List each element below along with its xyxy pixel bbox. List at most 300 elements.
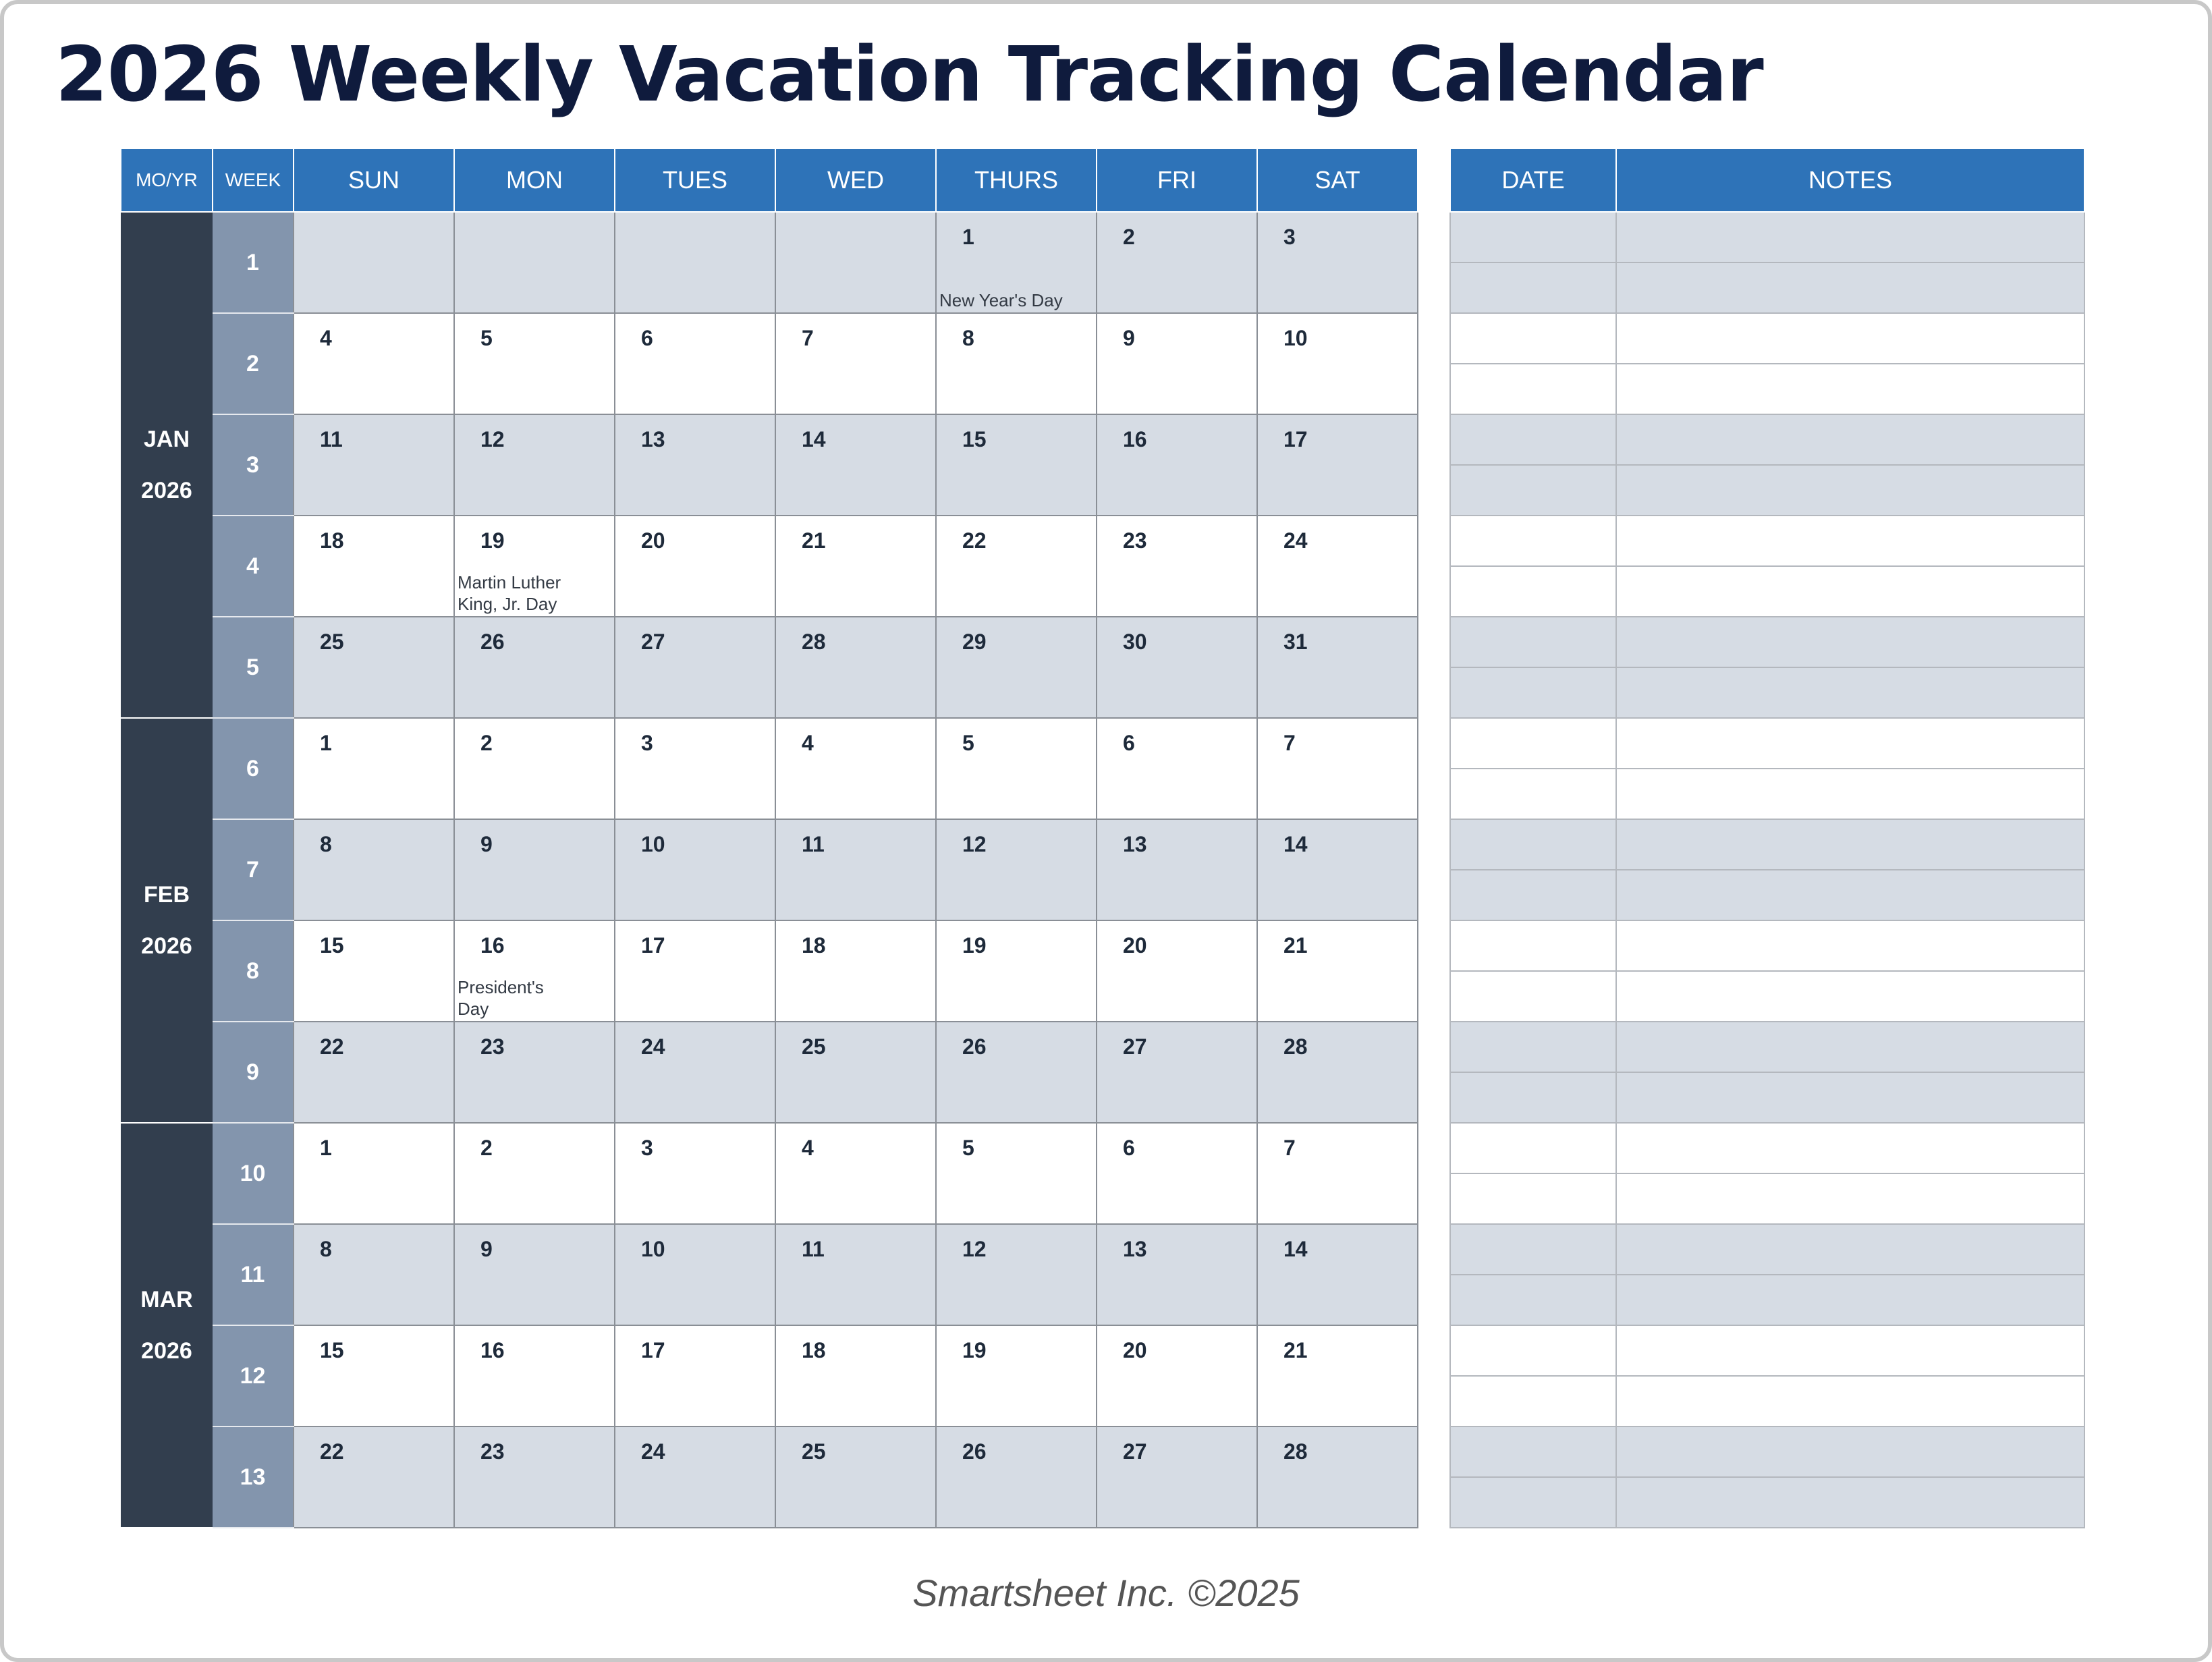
day-cell[interactable] [294, 617, 454, 718]
notes-entry-cell[interactable] [1616, 1426, 2084, 1477]
notes-row [1450, 262, 2084, 313]
day-number: 9 [480, 832, 493, 856]
day-number: 19 [480, 528, 505, 553]
day-cell[interactable] [294, 1426, 454, 1528]
day-number: 28 [1283, 1439, 1308, 1464]
day-cell[interactable] [775, 212, 936, 313]
notes-entry-cell[interactable] [1616, 769, 2084, 819]
week-row [121, 1224, 1418, 1325]
day-number: 10 [641, 832, 665, 856]
day-cell[interactable] [294, 516, 454, 617]
day-number: 12 [962, 1237, 987, 1261]
week-row [121, 1325, 1418, 1426]
day-cell[interactable] [294, 920, 454, 1022]
day-cell[interactable] [936, 1022, 1097, 1123]
day-cell[interactable] [615, 819, 775, 920]
date-entry-cell[interactable] [1450, 718, 1616, 769]
header-wed: WED [775, 148, 936, 212]
day-cell[interactable] [294, 212, 454, 313]
day-cell[interactable] [615, 1224, 775, 1325]
week-row [121, 920, 1418, 1022]
week-row [121, 1123, 1418, 1224]
notes-entry-cell[interactable] [1616, 465, 2084, 516]
notes-entry-cell[interactable] [1616, 516, 2084, 566]
day-cell[interactable] [775, 1022, 936, 1123]
day-number: 27 [1123, 1439, 1147, 1464]
day-number: 21 [1283, 1338, 1308, 1362]
day-number: 12 [480, 427, 505, 451]
notes-row [1450, 1072, 2084, 1123]
notes-entry-cell[interactable] [1616, 667, 2084, 718]
day-number: 25 [802, 1034, 826, 1059]
day-number: 3 [641, 731, 653, 755]
day-cell[interactable] [294, 1123, 454, 1224]
day-cell[interactable] [775, 718, 936, 819]
day-cell[interactable] [454, 920, 615, 1022]
day-cell[interactable] [775, 1224, 936, 1325]
month-label [121, 212, 213, 718]
day-number: 18 [802, 933, 826, 958]
day-number: 4 [802, 731, 814, 755]
day-cell[interactable] [1257, 1022, 1418, 1123]
date-entry-cell[interactable] [1450, 971, 1616, 1022]
notes-entry-cell[interactable] [1616, 1224, 2084, 1275]
notes-entry-cell[interactable] [1616, 262, 2084, 313]
day-cell[interactable] [615, 920, 775, 1022]
day-cell[interactable] [454, 1224, 615, 1325]
day-number: 20 [1123, 1338, 1147, 1362]
day-number: 12 [962, 832, 987, 856]
day-cell[interactable] [936, 617, 1097, 718]
day-number: 7 [802, 326, 814, 350]
day-number: 22 [320, 1034, 344, 1059]
notes-row [1450, 465, 2084, 516]
day-cell[interactable] [294, 313, 454, 414]
day-cell[interactable] [294, 718, 454, 819]
day-cell[interactable] [936, 1224, 1097, 1325]
date-entry-cell[interactable] [1450, 1477, 1616, 1528]
month-label [121, 718, 213, 1123]
day-cell[interactable] [1097, 1224, 1257, 1325]
notes-row [1450, 920, 2084, 971]
day-cell[interactable] [936, 212, 1097, 313]
header-sat: SAT [1257, 148, 1418, 212]
day-number: 23 [1123, 528, 1147, 553]
header-week: WEEK [213, 148, 294, 212]
week-number: 9 [213, 1022, 294, 1123]
day-number: 24 [641, 1439, 665, 1464]
day-cell[interactable] [454, 414, 615, 516]
day-number: 22 [320, 1439, 344, 1464]
day-number: 29 [962, 630, 987, 654]
day-cell[interactable] [454, 718, 615, 819]
day-cell[interactable] [454, 1426, 615, 1528]
notes-row [1450, 1123, 2084, 1173]
day-cell[interactable] [936, 313, 1097, 414]
header-thurs: THURS [936, 148, 1097, 212]
notes-entry-cell[interactable] [1616, 920, 2084, 971]
notes-entry-cell[interactable] [1616, 1376, 2084, 1426]
week-row [121, 313, 1418, 414]
day-cell[interactable] [1257, 1224, 1418, 1325]
day-number: 27 [1123, 1034, 1147, 1059]
notes-row [1450, 971, 2084, 1022]
date-entry-cell[interactable] [1450, 364, 1616, 414]
day-number: 2 [480, 731, 493, 755]
header-sun: SUN [294, 148, 454, 212]
day-cell[interactable] [1257, 617, 1418, 718]
notes-entry-cell[interactable] [1616, 1072, 2084, 1123]
month-year: 2026 [141, 933, 192, 959]
day-cell[interactable] [775, 819, 936, 920]
month-label [121, 1123, 213, 1528]
calendar-table [120, 148, 1418, 1528]
day-cell[interactable] [294, 1325, 454, 1426]
holiday-label: New Year's Day [939, 290, 1063, 310]
day-number: 22 [962, 528, 987, 553]
week-number: 7 [213, 819, 294, 920]
header-date: DATE [1450, 148, 1616, 212]
date-entry-cell[interactable] [1450, 1325, 1616, 1376]
day-cell[interactable] [615, 617, 775, 718]
day-cell[interactable] [454, 1123, 615, 1224]
notes-row [1450, 870, 2084, 920]
day-cell[interactable] [1097, 516, 1257, 617]
notes-entry-cell[interactable] [1616, 566, 2084, 617]
notes-entry-cell[interactable] [1616, 1123, 2084, 1173]
day-cell[interactable] [615, 212, 775, 313]
day-number: 18 [802, 1338, 826, 1362]
day-cell[interactable] [1097, 1123, 1257, 1224]
notes-row [1450, 313, 2084, 364]
day-number: 20 [641, 528, 665, 553]
notes-entry-cell[interactable] [1616, 718, 2084, 769]
header-notes: NOTES [1616, 148, 2084, 212]
day-number: 7 [1283, 731, 1296, 755]
notes-row [1450, 1376, 2084, 1426]
week-number: 1 [213, 212, 294, 313]
day-number: 10 [1283, 326, 1308, 350]
day-number: 24 [1283, 528, 1308, 553]
day-cell[interactable] [775, 1123, 936, 1224]
day-number: 2 [480, 1136, 493, 1160]
day-cell[interactable] [1097, 212, 1257, 313]
day-cell[interactable] [615, 516, 775, 617]
week-number: 6 [213, 718, 294, 819]
week-number: 3 [213, 414, 294, 516]
day-number: 6 [1123, 1136, 1135, 1160]
week-number: 13 [213, 1426, 294, 1528]
notes-row [1450, 1275, 2084, 1325]
notes-row [1450, 1477, 2084, 1528]
day-number: 4 [320, 326, 332, 350]
calendar-header-row [121, 148, 1418, 212]
date-entry-cell[interactable] [1450, 870, 1616, 920]
day-number: 8 [320, 1237, 332, 1261]
day-cell[interactable] [294, 1224, 454, 1325]
date-entry-cell[interactable] [1450, 769, 1616, 819]
day-number: 28 [1283, 1034, 1308, 1059]
day-number: 2 [1123, 225, 1135, 249]
day-number: 30 [1123, 630, 1147, 654]
day-cell[interactable] [775, 920, 936, 1022]
day-cell[interactable] [454, 313, 615, 414]
day-number: 11 [802, 1237, 825, 1261]
day-number: 17 [641, 933, 665, 958]
week-row [121, 414, 1418, 516]
day-cell[interactable] [775, 1325, 936, 1426]
week-row [121, 516, 1418, 617]
week-row [121, 819, 1418, 920]
day-cell[interactable] [1097, 1325, 1257, 1426]
day-cell[interactable] [1097, 617, 1257, 718]
calendar-body [121, 212, 1418, 1528]
day-number: 15 [320, 933, 344, 958]
notes-row [1450, 718, 2084, 769]
day-cell[interactable] [615, 718, 775, 819]
notes-entry-cell[interactable] [1616, 819, 2084, 870]
day-cell[interactable] [454, 819, 615, 920]
day-number: 18 [320, 528, 344, 553]
day-cell[interactable] [454, 212, 615, 313]
notes-entry-cell[interactable] [1616, 617, 2084, 667]
date-entry-cell[interactable] [1450, 566, 1616, 617]
day-cell[interactable] [615, 313, 775, 414]
date-entry-cell[interactable] [1450, 1123, 1616, 1173]
notes-row [1450, 414, 2084, 465]
day-cell[interactable] [936, 819, 1097, 920]
notes-entry-cell[interactable] [1616, 971, 2084, 1022]
week-row [121, 617, 1418, 718]
day-number: 17 [1283, 427, 1308, 451]
day-number: 25 [802, 1439, 826, 1464]
date-entry-cell[interactable] [1450, 465, 1616, 516]
date-entry-cell[interactable] [1450, 920, 1616, 971]
day-number: 21 [802, 528, 826, 553]
day-cell[interactable] [454, 617, 615, 718]
week-number: 11 [213, 1224, 294, 1325]
day-cell[interactable] [294, 819, 454, 920]
day-cell[interactable] [936, 414, 1097, 516]
day-number: 9 [480, 1237, 493, 1261]
month-name: JAN [143, 426, 190, 452]
page-title: 2026 Weekly Vacation Tracking Calendar [55, 31, 1763, 119]
day-number: 31 [1283, 630, 1308, 654]
day-number: 11 [802, 832, 825, 856]
day-cell[interactable] [1097, 313, 1257, 414]
day-cell[interactable] [775, 1426, 936, 1528]
date-entry-cell[interactable] [1450, 1224, 1616, 1275]
day-cell[interactable] [1257, 920, 1418, 1022]
day-number: 8 [962, 326, 974, 350]
day-cell[interactable] [775, 414, 936, 516]
week-number: 5 [213, 617, 294, 718]
notes-header-row [1450, 148, 2084, 212]
day-cell[interactable] [454, 1022, 615, 1123]
day-cell[interactable] [1097, 920, 1257, 1022]
date-entry-cell[interactable] [1450, 262, 1616, 313]
day-number: 8 [320, 832, 332, 856]
day-cell[interactable] [775, 516, 936, 617]
notes-entry-cell[interactable] [1616, 1477, 2084, 1528]
notes-entry-cell[interactable] [1616, 212, 2084, 262]
week-row [121, 718, 1418, 819]
day-cell[interactable] [1097, 819, 1257, 920]
day-cell[interactable] [1257, 819, 1418, 920]
day-number: 13 [1123, 832, 1147, 856]
date-entry-cell[interactable] [1450, 819, 1616, 870]
day-number: 13 [641, 427, 665, 451]
notes-row [1450, 516, 2084, 566]
notes-entry-cell[interactable] [1616, 1173, 2084, 1224]
day-number: 5 [480, 326, 493, 350]
day-number: 28 [802, 630, 826, 654]
day-cell[interactable] [294, 1022, 454, 1123]
date-entry-cell[interactable] [1450, 1376, 1616, 1426]
day-number: 26 [962, 1439, 987, 1464]
day-cell[interactable] [775, 313, 936, 414]
date-entry-cell[interactable] [1450, 516, 1616, 566]
day-number: 14 [1283, 1237, 1308, 1261]
date-entry-cell[interactable] [1450, 313, 1616, 364]
week-row [121, 212, 1418, 313]
day-cell[interactable] [936, 1426, 1097, 1528]
day-number: 23 [480, 1439, 505, 1464]
day-cell[interactable] [1097, 718, 1257, 819]
header-mo-yr: MO/YR [121, 148, 213, 212]
day-number: 16 [480, 1338, 505, 1362]
week-number: 10 [213, 1123, 294, 1224]
day-number: 14 [1283, 832, 1308, 856]
notes-entry-cell[interactable] [1616, 313, 2084, 364]
week-row [121, 1022, 1418, 1123]
notes-row [1450, 819, 2084, 870]
day-cell[interactable] [454, 516, 615, 617]
date-entry-cell[interactable] [1450, 1173, 1616, 1224]
holiday-label: Martin Luther King, Jr. Day [458, 572, 561, 614]
week-number: 12 [213, 1325, 294, 1426]
day-number: 9 [1123, 326, 1135, 350]
day-number: 6 [641, 326, 653, 350]
day-number: 4 [802, 1136, 814, 1160]
date-entry-cell[interactable] [1450, 1022, 1616, 1072]
day-number: 1 [320, 731, 332, 755]
day-number: 20 [1123, 933, 1147, 958]
day-number: 26 [962, 1034, 987, 1059]
day-cell[interactable] [1257, 1123, 1418, 1224]
notes-body [1450, 212, 2084, 1528]
notes-entry-cell[interactable] [1616, 1275, 2084, 1325]
day-cell[interactable] [1097, 414, 1257, 516]
day-number: 16 [1123, 427, 1147, 451]
day-number: 3 [641, 1136, 653, 1160]
date-entry-cell[interactable] [1450, 414, 1616, 465]
week-number: 4 [213, 516, 294, 617]
day-cell[interactable] [1257, 313, 1418, 414]
day-number: 6 [1123, 731, 1135, 755]
day-cell[interactable] [1257, 1325, 1418, 1426]
day-cell[interactable] [775, 617, 936, 718]
day-cell[interactable] [1257, 414, 1418, 516]
day-number: 19 [962, 933, 987, 958]
day-cell[interactable] [1257, 212, 1418, 313]
day-cell[interactable] [615, 1426, 775, 1528]
day-number: 16 [480, 933, 505, 958]
holiday-label: President's Day [458, 977, 544, 1019]
day-cell[interactable] [454, 1325, 615, 1426]
date-entry-cell[interactable] [1450, 667, 1616, 718]
day-cell[interactable] [936, 718, 1097, 819]
notes-entry-cell[interactable] [1616, 414, 2084, 465]
notes-row [1450, 617, 2084, 667]
day-number: 21 [1283, 933, 1308, 958]
month-name: FEB [144, 882, 190, 908]
date-entry-cell[interactable] [1450, 212, 1616, 262]
notes-row [1450, 1224, 2084, 1275]
day-number: 27 [641, 630, 665, 654]
notes-entry-cell[interactable] [1616, 1325, 2084, 1376]
notes-entry-cell[interactable] [1616, 364, 2084, 414]
notes-entry-cell[interactable] [1616, 870, 2084, 920]
day-cell[interactable] [615, 1022, 775, 1123]
day-cell[interactable] [936, 516, 1097, 617]
day-cell[interactable] [1257, 1426, 1418, 1528]
day-number: 17 [641, 1338, 665, 1362]
date-entry-cell[interactable] [1450, 1275, 1616, 1325]
day-number: 11 [320, 427, 343, 451]
day-cell[interactable] [294, 414, 454, 516]
notes-row [1450, 1426, 2084, 1477]
day-number: 5 [962, 731, 974, 755]
day-cell[interactable] [615, 414, 775, 516]
day-cell[interactable] [1257, 718, 1418, 819]
header-mon: MON [454, 148, 615, 212]
month-year: 2026 [141, 478, 192, 503]
day-number: 5 [962, 1136, 974, 1160]
day-number: 7 [1283, 1136, 1296, 1160]
notes-entry-cell[interactable] [1616, 1022, 2084, 1072]
day-cell[interactable] [615, 1325, 775, 1426]
week-row [121, 1426, 1418, 1528]
day-number: 15 [320, 1338, 344, 1362]
day-cell[interactable] [1097, 1426, 1257, 1528]
notes-row [1450, 667, 2084, 718]
day-cell[interactable] [936, 920, 1097, 1022]
day-number: 25 [320, 630, 344, 654]
day-number: 15 [962, 427, 987, 451]
header-tues: TUES [615, 148, 775, 212]
day-cell[interactable] [936, 1123, 1097, 1224]
day-number: 3 [1283, 225, 1296, 249]
month-name: MAR [140, 1287, 193, 1312]
day-number: 26 [480, 630, 505, 654]
date-entry-cell[interactable] [1450, 617, 1616, 667]
date-entry-cell[interactable] [1450, 1072, 1616, 1123]
notes-row [1450, 566, 2084, 617]
month-year: 2026 [141, 1338, 192, 1364]
notes-row [1450, 1173, 2084, 1224]
day-cell[interactable] [936, 1325, 1097, 1426]
day-number: 1 [320, 1136, 332, 1160]
notes-row [1450, 364, 2084, 414]
notes-row [1450, 212, 2084, 262]
week-number: 8 [213, 920, 294, 1022]
date-entry-cell[interactable] [1450, 1426, 1616, 1477]
day-cell[interactable] [615, 1123, 775, 1224]
day-cell[interactable] [1097, 1022, 1257, 1123]
day-cell[interactable] [1257, 516, 1418, 617]
day-number: 14 [802, 427, 826, 451]
